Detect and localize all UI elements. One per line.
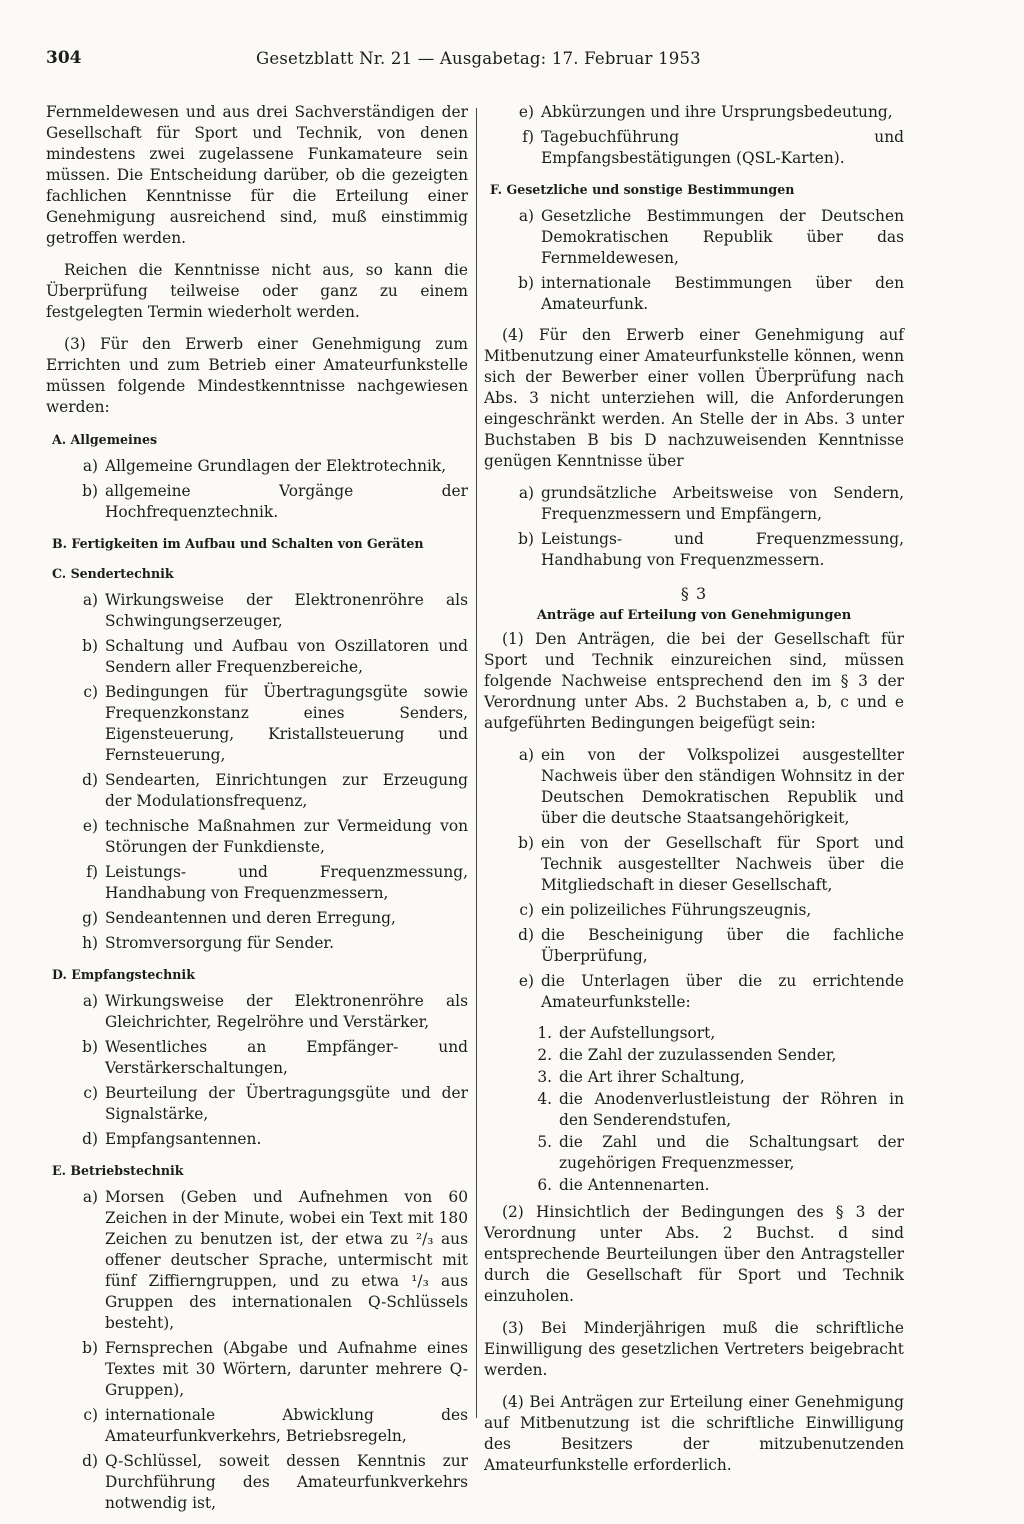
item-label: g) — [82, 909, 98, 927]
item-label: 1. — [537, 1024, 552, 1042]
list-item — [484, 1132, 904, 1174]
section-heading-f: F. Gesetzliche und sonstige Bestimmungen — [490, 182, 795, 197]
list-item — [46, 456, 468, 477]
section-a-list — [46, 456, 468, 523]
paragraph-title: Anträge auf Erteilung von Genehmigungen — [536, 608, 852, 623]
item-label: a) — [82, 992, 98, 1010]
list-item — [46, 770, 468, 812]
list-item — [484, 745, 904, 829]
section-e-list — [46, 1187, 468, 1514]
paragraph: (4) Für den Erwerb einer Genehmigung auf Mitbenutzung einer Amateurfunkstelle können, wenn sich der Bewerber einer vollen Überprüfung nach Abs. 3 nicht unterziehen will, die Anforderungen eingeschränkt werden. An Stelle der in Abs. 3 unter Buchstaben B bis D nachzuweisenden Kenntnisse genügen Kenntnisse über — [484, 326, 904, 470]
paragraph: (1) Den Anträgen, die bei der Gesellschaft für Sport und Technik einzureichen sind, müssen folgende Nachweise entsprechend den im § 3 der Verordnung unter Abs. 2 Buchstaben a, b, c und e aufgeführten Bedingungen beigefügt sein: — [484, 630, 904, 732]
list-item — [46, 682, 468, 766]
list-item — [46, 1338, 468, 1401]
item-text: Sendeantennen und deren Erregung, — [105, 909, 396, 927]
list-item — [46, 933, 468, 954]
item-label: 6. — [537, 1176, 552, 1194]
item-label: 5. — [537, 1133, 552, 1151]
paragraph: (3) Bei Minderjährigen muß die schriftliche Einwilligung des gesetzlichen Vertreters beigebracht werden. — [484, 1319, 904, 1379]
item-label: b) — [518, 274, 534, 292]
paragraph: (4) Bei Anträgen zur Erteilung einer Genehmigung auf Mitbenutzung ist die schriftliche Einwilligung des Besitzers der mitzubenutzenden Amateurfunkstelle erforderlich. — [484, 1393, 904, 1474]
item-label: b) — [518, 530, 534, 548]
item-label: e) — [518, 972, 534, 990]
item-text: Bedingungen für Übertragungsgüte sowie Frequenzkonstanz eines Senders, Eigensteuerung, Kristallsteuerung und Fernsteuerung, — [105, 683, 468, 764]
section-heading-b: B. Fertigkeiten im Aufbau und Schalten von Geräten — [52, 536, 424, 551]
page-header — [46, 48, 926, 76]
item-label: d) — [82, 771, 98, 789]
left-column — [46, 102, 468, 1524]
item-text: internationale Abwicklung des Amateurfunkverkehrs, Betriebsregeln, — [105, 1406, 468, 1445]
item-label: a) — [82, 1188, 98, 1206]
item-text: Morsen (Geben und Aufnehmen von 60 Zeichen in der Minute, wobei ein Text mit 180 Zeichen zu benutzen ist, der etwa zu ²/₃ aus offener deutscher Sprache, untermischt mit fünf Ziffierngruppen, und zu etwa ¹/₃ aus Gruppen des internationalen Q-Schlüssels besteht), — [105, 1188, 468, 1332]
item-text: der Aufstellungsort, — [559, 1024, 716, 1042]
item-label: e) — [518, 103, 534, 121]
section-heading-d: D. Empfangstechnik — [52, 967, 195, 982]
list-item — [484, 206, 904, 269]
column-divider — [476, 108, 477, 1418]
item-text: ein von der Gesellschaft für Sport und Technik ausgestellter Nachweis über die Mitgliedschaft in dieser Gesellschaft, — [541, 834, 904, 894]
list-item — [484, 925, 904, 967]
section-d-list — [46, 991, 468, 1150]
item-text: Wesentliches an Empfänger- und Verstärkerschaltungen, — [105, 1038, 468, 1077]
paragraph: (3) Für den Erwerb einer Genehmigung zum Errichten und zum Betrieb einer Amateurfunkstelle müssen folgende Mindestkenntnisse nachgewiesen werden: — [46, 335, 468, 416]
list-item — [46, 636, 468, 678]
item-text: Tagebuchführung und Empfangsbestätigungen (QSL-Karten). — [541, 128, 904, 167]
item-label: b) — [82, 1339, 98, 1357]
item-label: a) — [518, 207, 534, 225]
item-label: c) — [519, 901, 534, 919]
item-text: Wirkungsweise der Elektronenröhre als Gleichrichter, Regelröhre und Verstärker, — [105, 992, 468, 1031]
list-item — [46, 1083, 468, 1125]
list-item — [484, 971, 904, 1013]
list-item — [46, 1129, 468, 1150]
paragraph: (2) Hinsichtlich der Bedingungen des § 3 der Verordnung unter Abs. 2 Buchst. d sind entsprechende Beurteilungen über den Antragsteller durch die Gesellschaft für Sport und Technik einzuholen. — [484, 1203, 904, 1305]
list-item — [46, 816, 468, 858]
item-label: 4. — [537, 1090, 552, 1108]
item-label: b) — [518, 834, 534, 852]
item-text: Allgemeine Grundlagen der Elektrotechnik, — [105, 457, 447, 475]
item-text: Empfangsantennen. — [105, 1130, 262, 1148]
item-text: grundsätzliche Arbeitsweise von Sendern, Frequenzmessern und Empfängern, — [541, 484, 904, 523]
list-item — [46, 862, 468, 904]
section-heading-e: E. Betriebstechnik — [52, 1163, 184, 1178]
item-label: d) — [518, 926, 534, 944]
list-item — [46, 991, 468, 1033]
paragraph-number: § 3 — [680, 584, 708, 603]
list-item — [46, 1451, 468, 1514]
paragraph: Reichen die Kenntnisse nicht aus, so kann die Überprüfung teilweise oder ganz zu einem festgelegten Termin wiederholt werden. — [46, 261, 468, 321]
header-title: Gesetzblatt Nr. 21 — Ausgabetag: 17. Februar 1953 — [256, 49, 701, 68]
item-label: a) — [82, 457, 98, 475]
item-label: a) — [82, 591, 98, 609]
section-e-continued-list — [484, 102, 904, 169]
item-label: c) — [83, 683, 98, 701]
item-label: a) — [518, 746, 534, 764]
item-label: b) — [82, 637, 98, 655]
list-item — [484, 127, 904, 169]
list-item — [46, 481, 468, 523]
list-item — [46, 908, 468, 929]
list-item — [484, 1023, 904, 1044]
item-label: e) — [82, 817, 98, 835]
item-text: Beurteilung der Übertragungsgüte und der Signalstärke, — [105, 1084, 468, 1123]
numbered-sublist — [484, 1023, 904, 1196]
item-label: a) — [518, 484, 534, 502]
list-item — [484, 833, 904, 896]
item-text: die Antennenarten. — [559, 1176, 710, 1194]
list-item — [484, 102, 904, 123]
list-item — [46, 1037, 468, 1079]
item-text: Wirkungsweise der Elektronenröhre als Schwingungserzeuger, — [105, 591, 468, 630]
item-text: Leistungs- und Frequenzmessung, Handhabung von Frequenzmessern, — [105, 863, 468, 902]
item-label: d) — [82, 1130, 98, 1148]
item-text: Schaltung und Aufbau von Oszillatoren und Sendern aller Frequenzbereiche, — [105, 637, 468, 676]
item-text: Stromversorgung für Sender. — [105, 934, 334, 952]
list-item — [484, 529, 904, 571]
item-text: ein polizeiliches Führungszeugnis, — [541, 901, 812, 919]
list-item — [484, 1067, 904, 1088]
list-item — [484, 1089, 904, 1131]
list-item — [46, 590, 468, 632]
item-text: Sendearten, Einrichtungen zur Erzeugung der Modulationsfrequenz, — [105, 771, 468, 810]
list-item — [484, 483, 904, 525]
paragraph-5-list — [484, 745, 904, 1013]
item-label: 3. — [537, 1068, 552, 1086]
section-c-list — [46, 590, 468, 954]
section-f-list — [484, 206, 904, 315]
item-text: die Zahl und die Schaltungsart der zugehörigen Frequenzmesser, — [559, 1133, 904, 1172]
item-text: Q-Schlüssel, soweit dessen Kenntnis zur Durchführung des Amateurfunkverkehrs notwendig ist, — [105, 1452, 468, 1512]
item-text: die Zahl der zuzulassenden Sender, — [559, 1046, 837, 1064]
list-item — [484, 1045, 904, 1066]
item-label: f) — [522, 128, 534, 146]
item-label: d) — [82, 1452, 98, 1470]
item-label: b) — [82, 1038, 98, 1056]
item-text: Leistungs- und Frequenzmessung, Handhabung von Frequenzmessern. — [541, 530, 904, 569]
item-text: Gesetzliche Bestimmungen der Deutschen Demokratischen Republik über das Fernmeldewesen, — [541, 207, 904, 267]
item-text: die Art ihrer Schaltung, — [559, 1068, 745, 1086]
list-item — [484, 273, 904, 315]
section-heading-c: C. Sendertechnik — [52, 566, 174, 581]
right-column — [484, 102, 904, 1487]
list-item — [484, 900, 904, 921]
item-label: c) — [83, 1406, 98, 1424]
item-label: b) — [82, 482, 98, 500]
item-label: f) — [86, 863, 98, 881]
section-heading-a: A. Allgemeines — [52, 432, 158, 447]
page-number: 304 — [46, 48, 82, 68]
item-text: die Unterlagen über die zu errichtende Amateurfunkstelle: — [541, 972, 904, 1011]
item-text: technische Maßnahmen zur Vermeidung von Störungen der Funkdienste, — [105, 817, 468, 856]
paragraph-4-list — [484, 483, 904, 571]
paragraph: Fernmeldewesen und aus drei Sachverständigen der Gesellschaft für Sport und Technik, von denen mindestens zwei zugelassene Funkamateure sein müssen. Die Entscheidung darüber, ob die gezeigten fachlichen Kenntnisse für die Erteilung einer Genehmigung ausreichend sind, muß einstimmig getroffen werden. — [46, 103, 468, 247]
list-item — [46, 1405, 468, 1447]
item-text: die Anodenverlustleistung der Röhren in den Senderendstufen, — [559, 1090, 904, 1129]
item-text: Fernsprechen (Abgabe und Aufnahme eines Textes mit 30 Wörtern, darunter mehrere Q-Gruppen), — [105, 1339, 468, 1399]
list-item — [46, 1187, 468, 1334]
item-label: 2. — [537, 1046, 552, 1064]
item-text: ein von der Volkspolizei ausgestellter Nachweis über den ständigen Wohnsitz in der Deutschen Demokratischen Republik und über die deutsche Staatsangehörigkeit, — [541, 746, 904, 827]
item-label: h) — [82, 934, 98, 952]
item-label: c) — [83, 1084, 98, 1102]
list-item — [484, 1175, 904, 1196]
item-text: Abkürzungen und ihre Ursprungsbedeutung, — [541, 103, 893, 121]
item-text: allgemeine Vorgänge der Hochfrequenztechnik. — [105, 482, 468, 521]
item-text: internationale Bestimmungen über den Amateurfunk. — [541, 274, 904, 313]
item-text: die Bescheinigung über die fachliche Überprüfung, — [541, 926, 904, 965]
